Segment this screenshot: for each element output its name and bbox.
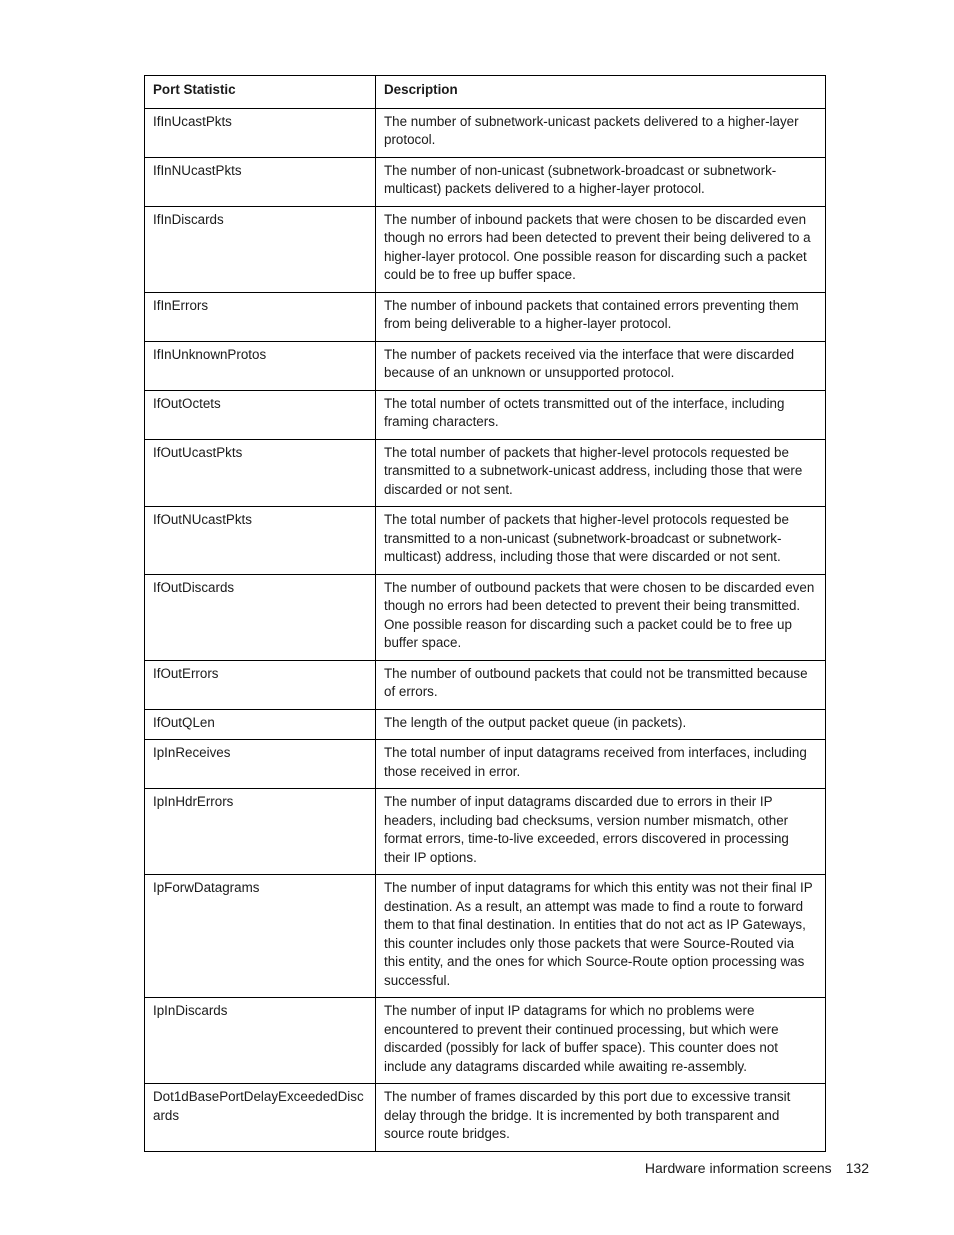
port-statistic-cell: IfInNUcastPkts (145, 157, 376, 206)
port-statistic-cell: IfInDiscards (145, 206, 376, 292)
table-row (145, 292, 826, 341)
table-row (145, 574, 826, 660)
description-cell: The number of subnetwork-unicast packets delivered to a higher-layer protocol. (376, 108, 826, 157)
table-row (145, 390, 826, 439)
port-statistic-cell: IpInHdrErrors (145, 789, 376, 875)
description-cell: The number of non-unicast (subnetwork-broadcast or subnetwork-multicast) packets delivered to a higher-layer protocol. (376, 157, 826, 206)
description-cell: The number of inbound packets that contained errors preventing them from being deliverable to a higher-layer protocol. (376, 292, 826, 341)
port-statistic-cell: IfInUcastPkts (145, 108, 376, 157)
description-cell: The number of input datagrams for which this entity was not their final IP destination. As a result, an attempt was made to find a route to forward them to that final destination. In entities that do not act as IP Gateways, this counter includes only those packets that were Source-Routed via this entity, and the ones for which Source-Route option processing was successful. (376, 875, 826, 998)
port-statistic-cell: IfOutNUcastPkts (145, 507, 376, 575)
port-statistic-cell: IfOutUcastPkts (145, 439, 376, 507)
port-statistic-cell: IfOutErrors (145, 660, 376, 709)
table-row (145, 439, 826, 507)
table-row (145, 998, 826, 1084)
port-statistics-table (144, 75, 826, 1152)
description-cell: The number of packets received via the interface that were discarded because of an unknown or unsupported protocol. (376, 341, 826, 390)
description-cell: The total number of packets that higher-level protocols requested be transmitted to a subnetwork-unicast address, including those that were discarded or not sent. (376, 439, 826, 507)
table-row (145, 875, 826, 998)
port-statistic-cell: IfOutOctets (145, 390, 376, 439)
table-row (145, 507, 826, 575)
port-statistic-cell: IfOutQLen (145, 709, 376, 740)
table-body (145, 108, 826, 1151)
description-cell: The number of input datagrams discarded due to errors in their IP headers, including bad checksums, version number mismatch, other format errors, time-to-live exceeded, errors discovered in processing their IP options. (376, 789, 826, 875)
port-statistic-cell: IpInReceives (145, 740, 376, 789)
description-cell: The length of the output packet queue (in packets). (376, 709, 826, 740)
description-cell: The total number of octets transmitted out of the interface, including framing characters. (376, 390, 826, 439)
table-row (145, 709, 826, 740)
port-statistic-cell: IfInUnknownProtos (145, 341, 376, 390)
port-statistic-cell: IpForwDatagrams (145, 875, 376, 998)
table-header-row (145, 76, 826, 109)
port-statistic-cell: IfInErrors (145, 292, 376, 341)
port-statistic-cell: IfOutDiscards (145, 574, 376, 660)
description-cell: The number of input IP datagrams for which no problems were encountered to prevent their continued processing, but which were discarded (possibly for lack of buffer space). This counter does not include any datagrams discarded while awaiting re-assembly. (376, 998, 826, 1084)
table-row (145, 740, 826, 789)
page-footer (645, 1159, 869, 1177)
table-row (145, 341, 826, 390)
table-row (145, 660, 826, 709)
description-cell: The number of inbound packets that were chosen to be discarded even though no errors had been detected to prevent their being delivered to a higher-layer protocol. One possible reason for discarding such a packet could be to free up buffer space. (376, 206, 826, 292)
port-statistic-cell: Dot1dBasePortDelayExceededDiscards (145, 1084, 376, 1152)
description-cell: The number of frames discarded by this port due to excessive transit delay through the bridge. It is incremented by both transparent and source route bridges. (376, 1084, 826, 1152)
description-cell: The total number of input datagrams received from interfaces, including those received in error. (376, 740, 826, 789)
footer-section-title: Hardware information screens (644, 1160, 832, 1176)
column-header-description: Description (376, 76, 826, 109)
column-header-port-statistic: Port Statistic (145, 76, 376, 109)
description-cell: The total number of packets that higher-level protocols requested be transmitted to a non-unicast (subnetwork-broadcast or subnetwork-multicast) address, including those that were discarded or not sent. (376, 507, 826, 575)
table-row (145, 108, 826, 157)
page-number: 132 (845, 1160, 869, 1176)
description-cell: The number of outbound packets that could not be transmitted because of errors. (376, 660, 826, 709)
table-row (145, 789, 826, 875)
table-row (145, 1084, 826, 1152)
description-cell: The number of outbound packets that were chosen to be discarded even though no errors had been detected to prevent their being transmitted. One possible reason for discarding such a packet could be to free up buffer space. (376, 574, 826, 660)
table-row (145, 157, 826, 206)
port-statistic-cell: IpInDiscards (145, 998, 376, 1084)
table-row (145, 206, 826, 292)
